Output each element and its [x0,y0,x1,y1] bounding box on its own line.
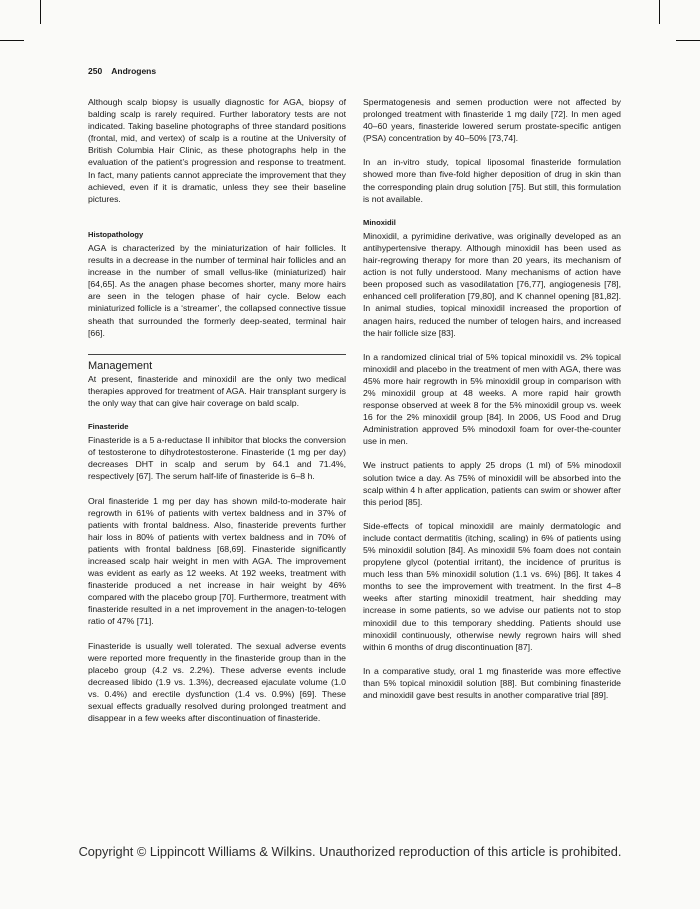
management-heading: Management [88,359,153,372]
finasteride-heading: Finasteride [88,422,129,432]
paragraph: Finasteride is a 5 a-reductase II inhibitor that blocks the conversion of testosterone to dihydrotestosterone. Finasteride (1 mg per day) decreases DHT in scalp and serum by 64.1 and 71.4%, respectively [67]. The serum half-life of finasteride is 6–8 h. [88,435,346,482]
paragraph: We instruct patients to apply 25 drops (1 ml) of 5% minodoxil solution twice a day. As 75% of minoxidil will be absorbed into the scalp within 4 h after application, patients can swim or shower after this period [85]. [363,460,621,507]
paragraph: Side-effects of topical minoxidil are mainly dermatologic and include contact dermatitis (itching, scaling) in 6% of patients using 5% minoxidil solution [84]. As minoxidil 5% foam does not contain propylene glycol (potential irritant), the incidence of pruritus is much less than 5% minoxidil solution (1.1 vs. 6%) [86]. It takes 4 months to see the improvement with treatment. In the first 4–8 weeks after starting minoxidil treatment, hair shedding may increase in some patients, so we advise our patients not to stop minoxidil due to this temporary shedding. Patients should use minoxidil continuously, otherwise newly regrown hairs will shed within 6 months of drug discontinuation [87]. [363,520,621,652]
crop-mark [676,40,700,41]
running-title: Androgens [111,66,157,76]
paragraph: AGA is characterized by the miniaturization of hair follicles. It results in a decrease in the number of terminal hair follicles and an increase in the number of small vellus-like (miniaturized) hair [64,65]. As the anagen phase becomes shorter, many more hairs are seen in the telogen phase of hair cycle. Below each miniaturized follicle is a ‘streamer’, the collapsed connective tissue sheath that surrounded the formerly deep-seated, terminal hair [66]. [88,242,346,338]
paragraph: In a randomized clinical trial of 5% topical minoxidil vs. 2% topical minoxidil and placebo in the treatment of men with AGA, there was 45% more hair regrowth in 5% minoxidil group in comparison with 2% minoxidil group at 48 weeks. A more rapid hair growth response observed at week 8 for the 5% minoxidil group vs. week 16 for the 2% minoxidil group [84]. In 2006, US Food and Drug Administration approved 5% minodoxil foam for over-the-counter use in men. [363,351,621,447]
paragraph: Oral finasteride 1 mg per day has shown mild-to-moderate hair regrowth in 61% of patients with vertex baldness and in 37% of patients with frontal baldness. Also, finasteride prevents further hair loss in 80% of patients with vertex baldness and in 70% of patients with frontal baldness [68,69]. Finasteride significantly increased scalp hair weight in men with AGA. The improvement was evident as early as 12 weeks. At 192 weeks, treatment with finasteride produced a net increase in hair weight by 46% compared with the placebo group [70]. Furthermore, treatment with finasteride resulted in a net improvement in the anagen-to-telogen ratio of 47% [71]. [88,495,346,627]
paragraph: Finasteride is usually well tolerated. The sexual adverse events were reported more frequently in the finasteride group than in the placebo group (4.2 vs. 2.2%). These adverse events include decreased libido (1.9 vs. 1.3%), decreased ejaculate volume (1.0 vs. 0.4%) and erectile dysfunction (1.4 vs. 0.9%) [69]. These sexual effects gradually resolved during prolonged treatment and disappear in a few weeks after discontinuation of finasteride. [88,640,346,724]
right-column [363,96,621,701]
paragraph: Although scalp biopsy is usually diagnostic for AGA, biopsy of balding scalp is rarely required. Further laboratory tests are not indicated. Taking baseline photographs of three standard positions (frontal, mid, and vertex) of scalp is a routine at the University of British Columbia Hair Clinic, as these photographs help in the evaluation of the patient’s progression and response to treatment. In fact, many patients cannot appreciate the improvement that they achieved, even if it is dramatic, unless they see their baseline pictures. [88,97,346,204]
section-rule [88,354,346,355]
paragraph: At present, finasteride and minoxidil are the only two medical therapies approved for treatment of AGA. Hair transplant surgery is the only way that can give hair coverage on bald scalp. [88,373,346,408]
histopathology-heading: Histopathology [88,229,144,239]
crop-mark [0,40,24,41]
page-number: 250 [88,66,103,76]
crop-mark [659,0,660,24]
paragraph: Spermatogenesis and semen production were not affected by prolonged treatment with finasteride 1 mg daily [72]. In men aged 40–60 years, finasteride lowered serum prostate-specific antigen (PSA) concentration by 40–50% [73,74]. [363,97,621,144]
minoxidil-heading: Minoxidil [363,217,396,227]
left-column [88,96,346,724]
paragraph: In an in-vitro study, topical liposomal finasteride formulation showed more than five-fold higher deposition of drug in skin than the corresponding plain drug solution [75]. But still, this formulation is not available. [363,157,621,204]
running-header [88,66,156,76]
paragraph: Minoxidil, a pyrimidine derivative, was originally developed as an antihypertensive therapy. Although minoxidil has been used as hair-regrowing therapy for more than 20 years, its mechanism of action is not fully understood. Many mechanisms of action have been proposed such as vasodilatation [76,77], angiogenesis [78], enhanced cell proliferation [79,80], and K channel opening [81,82]. In animal studies, topical minoxidil increased the proportion of anagen hairs, reduced the number of telogen hairs, and increased the hair follicle size [83]. [363,230,621,338]
paragraph: In a comparative study, oral 1 mg finasteride was more effective than 5% topical minoxidil solution [88]. But combining finasteride and minoxidil gave best results in another comparative trial [89]. [363,665,621,701]
copyright-notice: Copyright © Lippincott Williams & Wilkins. Unauthorized reproduction of this article is prohibited. [78,844,622,859]
crop-mark [40,0,41,24]
